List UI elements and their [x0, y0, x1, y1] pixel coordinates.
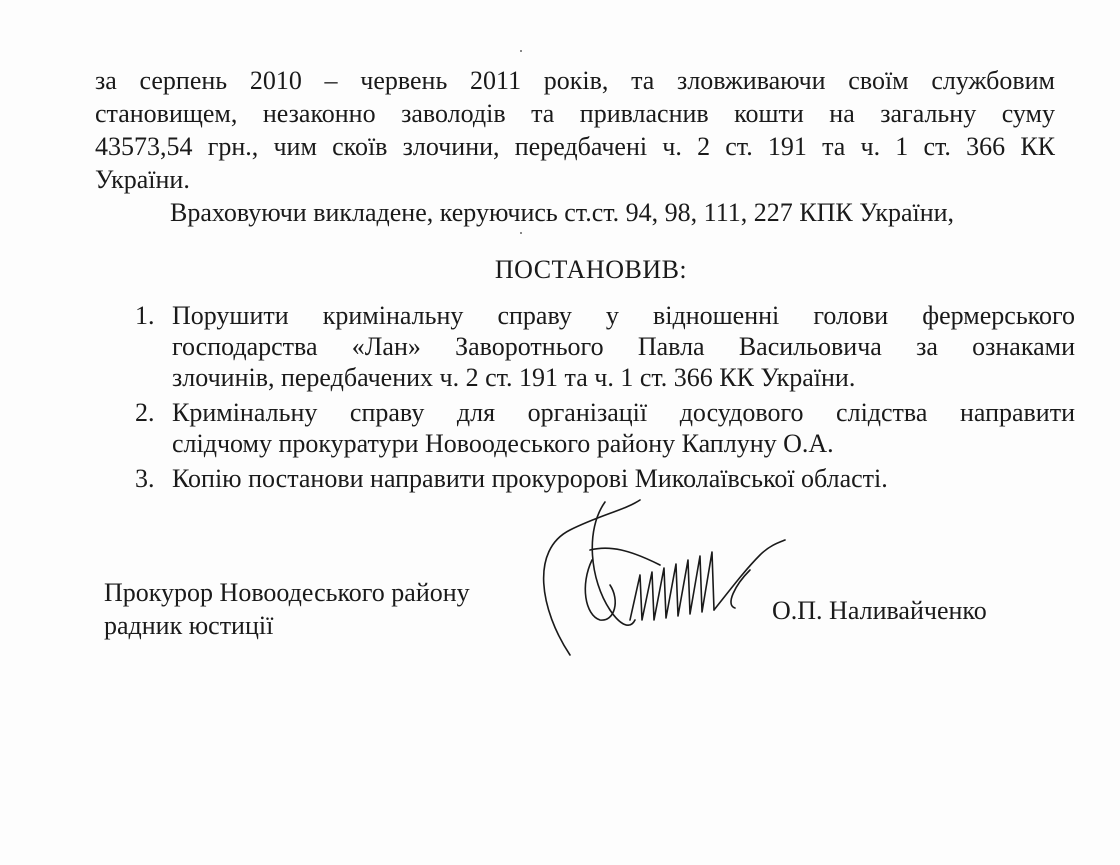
- list-item-number: 1.: [135, 301, 155, 330]
- scan-speck: [520, 50, 522, 52]
- signatory-title: [104, 576, 470, 642]
- list-item: [135, 300, 1075, 393]
- heading-text: ПОСТАНОВИВ:: [494, 255, 688, 284]
- list-item-line: злочинів, передбачених ч. 2 ст. 191 та ч. 1 ст. 366 КК України.: [172, 363, 856, 392]
- signatory-name: О.П. Наливайченко: [772, 596, 987, 625]
- list-item-number: 2.: [135, 398, 155, 427]
- paragraph-charges: [95, 64, 1055, 196]
- resolution-heading: [0, 255, 1120, 285]
- scan-speck: [520, 232, 522, 234]
- signatory-title-line: Прокурор Новоодеського району: [104, 578, 470, 607]
- paragraph-line: 43573,54 грн., чим скоїв злочини, передбачені ч. 2 ст. 191 та ч. 1 ст. 366 КК: [95, 132, 1055, 161]
- list-item: [135, 397, 1075, 459]
- signatory-title-line: радник юстиції: [104, 611, 274, 640]
- list-item-line: Порушити кримінальну справу у відношенні голови фермерського: [172, 301, 1075, 330]
- list-item-line: господарства «Лан» Заворотнього Павла Васильовича за ознаками: [172, 332, 1075, 361]
- resolution-list: [135, 300, 1075, 498]
- list-item-line: Кримінальну справу для організації досудового слідства направити: [172, 398, 1075, 427]
- paragraph-line: України.: [95, 165, 190, 194]
- paragraph-line: становищем, незаконно заволодів та привласнив кошти на загальну суму: [95, 99, 1055, 128]
- list-item-number: 3.: [135, 464, 155, 493]
- paragraph-grounds: Враховуючи викладене, керуючись ст.ст. 94, 98, 111, 227 КПК України,: [170, 198, 955, 227]
- list-item-line: Копію постанови направити прокуророві Миколаївської області.: [172, 464, 888, 493]
- paragraph-line: за серпень 2010 – червень 2011 років, та зловживаючи своїм службовим: [95, 66, 1055, 95]
- handwritten-signature: [530, 490, 800, 660]
- list-item-line: слідчому прокуратури Новоодеського району Каплуну О.А.: [172, 429, 834, 458]
